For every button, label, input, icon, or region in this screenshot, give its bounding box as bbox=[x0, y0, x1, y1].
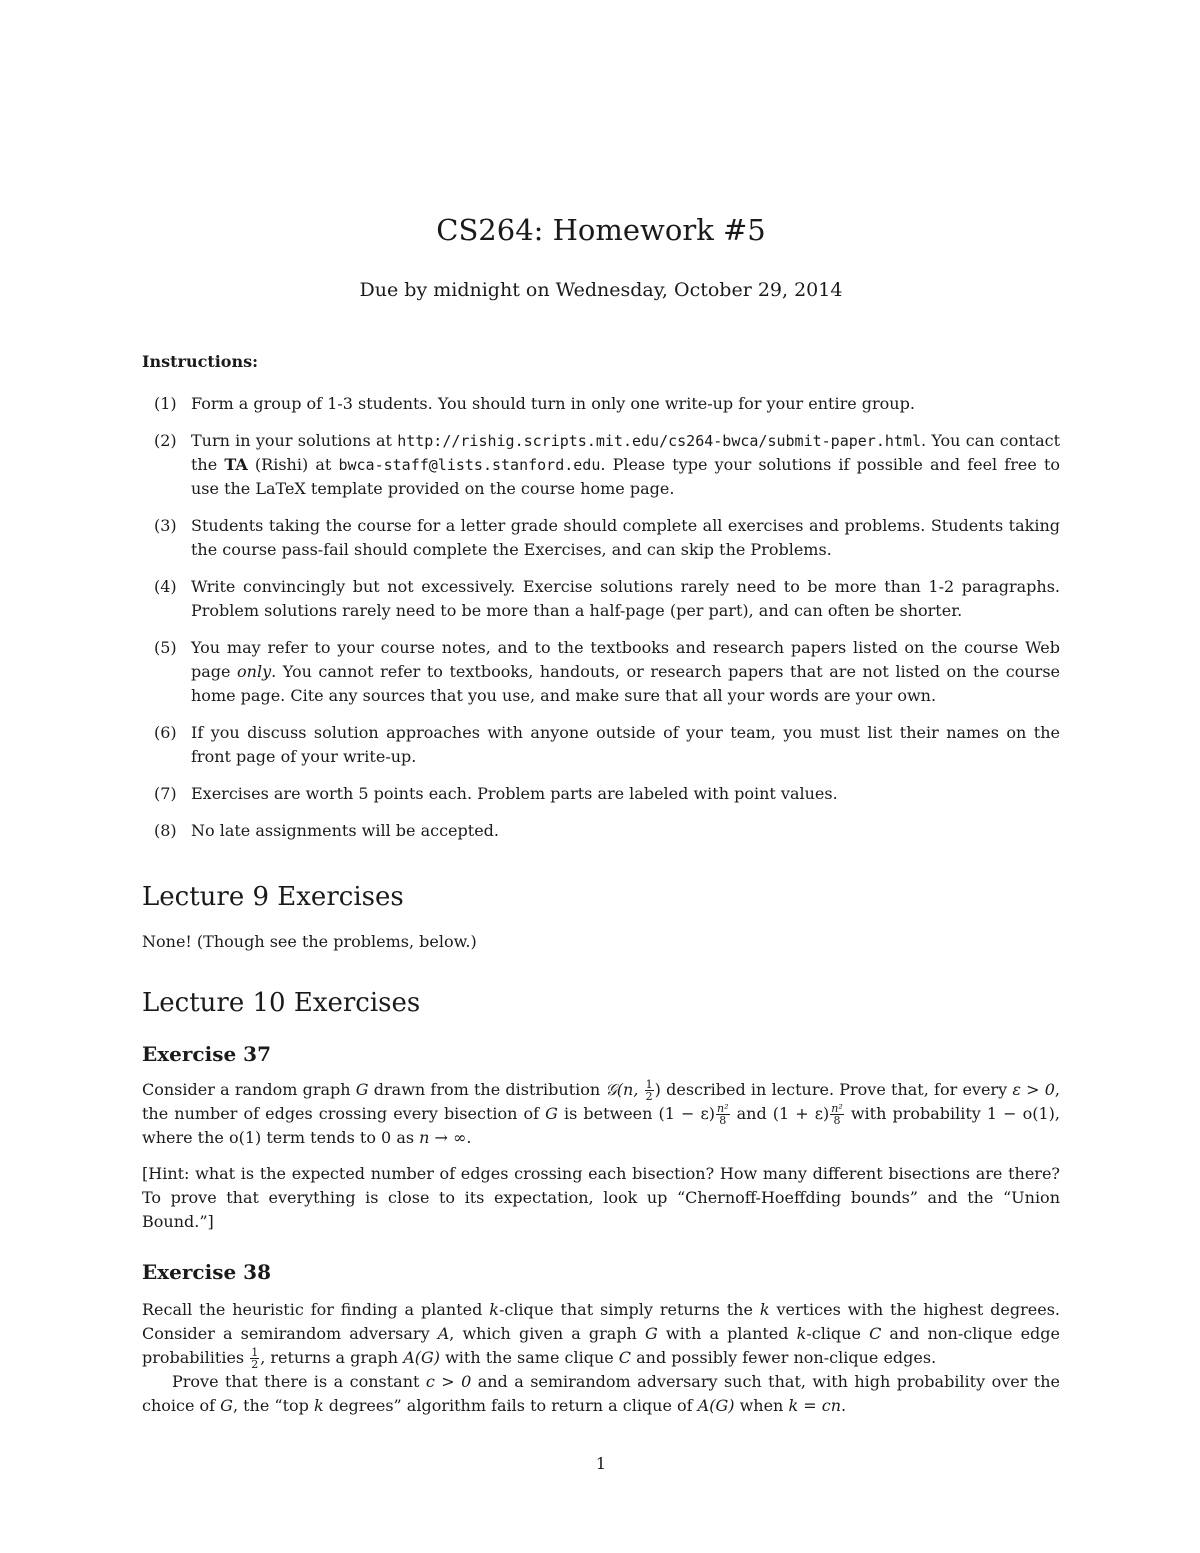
instruction-text: Exercises are worth 5 points each. Problem parts are labeled with point values. bbox=[191, 784, 838, 803]
instruction-number: (3) bbox=[154, 516, 177, 535]
math-expr: (1 + ε) bbox=[772, 1104, 830, 1123]
instruction-item bbox=[142, 514, 1060, 562]
text-run: vertices with the highest degrees. Consider a semirandom adversary bbox=[142, 1300, 1061, 1343]
text-run: and a semirandom adversary such that, with high probability over the choice of bbox=[142, 1372, 1060, 1415]
instruction-text: . You cannot refer to textbooks, handouts, or research papers that are not listed on the course home page. Cite any sources that you use, and make sure that all your words are your own. bbox=[191, 662, 1060, 705]
fraction-numerator: n² bbox=[717, 1102, 729, 1115]
instruction-text: Write convincingly but not excessively. Exercise solutions rarely need to be more than 1-2 paragraphs. Problem solutions rarely need to be more than a half-page (per part), and can often be shorter. bbox=[191, 577, 1060, 620]
math-expr: 𝒢(n, bbox=[605, 1080, 644, 1099]
math-var: G bbox=[545, 1104, 558, 1123]
fraction bbox=[645, 1079, 654, 1102]
fraction-denominator: 8 bbox=[719, 1114, 727, 1127]
instruction-text: Turn in your solutions at bbox=[191, 431, 398, 450]
text-run: , which given a graph bbox=[449, 1324, 645, 1343]
staff-email-link[interactable]: bwca-staff@lists.stanford.edu bbox=[338, 456, 601, 474]
ta-label: TA bbox=[224, 455, 248, 474]
text-run: and possibly fewer non-clique edges. bbox=[631, 1348, 937, 1367]
math-expr: ) bbox=[654, 1080, 661, 1099]
instruction-item bbox=[142, 721, 1060, 769]
text-run: . bbox=[466, 1128, 472, 1147]
due-date: Due by midnight on Wednesday, October 29, 2014 bbox=[359, 279, 843, 301]
math-var: A bbox=[437, 1324, 450, 1343]
math-var: G bbox=[355, 1080, 369, 1099]
math-expr: c > 0 bbox=[425, 1372, 472, 1391]
lecture10-heading: Lecture 10 Exercises bbox=[142, 988, 421, 1018]
instruction-item bbox=[142, 819, 1060, 843]
instructions-heading: Instructions: bbox=[142, 352, 259, 371]
text-run: with a planted bbox=[657, 1324, 797, 1343]
math-expr: k = cn bbox=[788, 1396, 841, 1415]
instruction-text: . You can contact the bbox=[191, 431, 1061, 474]
exercise37-heading: Exercise 37 bbox=[142, 1042, 271, 1066]
instruction-text: You may refer to your course notes, and to the textbooks and research papers listed on the course Web page bbox=[191, 638, 1060, 681]
text-run: and non-clique edge probabilities bbox=[142, 1324, 1061, 1367]
text-run: . bbox=[841, 1396, 847, 1415]
submit-url-link[interactable]: http://rishig.scripts.mit.edu/cs264-bwca/submit-paper.html bbox=[397, 432, 921, 450]
text-run: is between bbox=[557, 1104, 659, 1123]
math-var: G bbox=[220, 1396, 233, 1415]
text-run: -clique that simply returns the bbox=[498, 1300, 760, 1319]
instruction-number: (2) bbox=[154, 431, 177, 450]
instruction-number: (8) bbox=[154, 821, 177, 840]
page-number: 1 bbox=[595, 1454, 607, 1473]
fraction-numerator: n² bbox=[831, 1102, 843, 1115]
text-run: degrees” algorithm fails to return a clique of bbox=[323, 1396, 698, 1415]
math-expr: A(G) bbox=[403, 1348, 441, 1367]
math-var: k bbox=[796, 1324, 807, 1343]
exercise37-statement bbox=[142, 1078, 1060, 1150]
text-run: , the number of edges crossing every bisection of bbox=[142, 1080, 1060, 1123]
math-expr: (1 − ε) bbox=[658, 1104, 716, 1123]
exercise38-prove bbox=[142, 1370, 1060, 1418]
text-run: Recall the heuristic for finding a planted bbox=[142, 1300, 490, 1319]
instructions-list bbox=[142, 392, 1060, 856]
fraction-denominator: 2 bbox=[645, 1090, 653, 1103]
text-run: , returns a graph bbox=[260, 1348, 404, 1367]
instruction-number: (7) bbox=[154, 784, 177, 803]
instruction-text: If you discuss solution approaches with anyone outside of your team, you must list their names on the front page of your write-up. bbox=[191, 723, 1060, 766]
instruction-text: . Please type your solutions if possible and feel free to use the LaTeX template provided on the course home page. bbox=[191, 455, 1061, 498]
text-run: , where the bbox=[142, 1104, 1061, 1147]
instruction-item bbox=[142, 575, 1060, 623]
text-run: and bbox=[730, 1104, 773, 1123]
lecture9-text: None! (Though see the problems, below.) bbox=[142, 932, 477, 951]
instruction-item bbox=[142, 782, 1060, 806]
exercise38-statement bbox=[142, 1298, 1060, 1370]
math-expr: n → ∞ bbox=[419, 1128, 467, 1147]
instruction-text: (Rishi) at bbox=[247, 455, 339, 474]
text-run: with probability bbox=[844, 1104, 987, 1123]
math-var: C bbox=[618, 1348, 632, 1367]
document-title: CS264: Homework #5 bbox=[436, 213, 766, 247]
math-expr: o(1) bbox=[228, 1128, 262, 1147]
exercise38-heading: Exercise 38 bbox=[142, 1260, 271, 1284]
text-run: -clique bbox=[806, 1324, 870, 1343]
math-expr: ε > 0 bbox=[1012, 1080, 1055, 1099]
exercise37-hint: [Hint: what is the expected number of edges crossing each bisection? How many different bisections are there? To prove that everything is close to its expectation, look up “Chernoff-Hoeffding bounds” and the “Union Bound.”] bbox=[142, 1164, 1060, 1231]
lecture9-heading: Lecture 9 Exercises bbox=[142, 882, 404, 912]
text-run: , the “top bbox=[232, 1396, 314, 1415]
instruction-item bbox=[142, 636, 1060, 708]
text-run: Prove that there is a constant bbox=[172, 1372, 426, 1391]
math-expr: 1 − o(1) bbox=[986, 1104, 1055, 1123]
fraction bbox=[250, 1347, 259, 1370]
instruction-number: (5) bbox=[154, 638, 177, 657]
instruction-text: No late assignments will be accepted. bbox=[191, 821, 499, 840]
text-run: Consider a random graph bbox=[142, 1080, 356, 1099]
instruction-number: (4) bbox=[154, 577, 177, 596]
instruction-text: Students taking the course for a letter grade should complete all exercises and problems. Students taking the course pass-fail should complete the Exercises, and can skip the Problems. bbox=[191, 516, 1060, 559]
fraction-denominator: 2 bbox=[251, 1358, 259, 1371]
fraction bbox=[830, 1103, 844, 1126]
fraction-denominator: 8 bbox=[833, 1114, 841, 1127]
text-run: with the same clique bbox=[440, 1348, 619, 1367]
instruction-number: (1) bbox=[154, 394, 177, 413]
text-run: when bbox=[734, 1396, 789, 1415]
instruction-number: (6) bbox=[154, 723, 177, 742]
instruction-item bbox=[142, 429, 1060, 501]
fraction-numerator: 1 bbox=[645, 1078, 653, 1091]
text-run: described in lecture. Prove that, for every bbox=[660, 1080, 1013, 1099]
text-run: drawn from the distribution bbox=[368, 1080, 606, 1099]
math-var: C bbox=[869, 1324, 882, 1343]
math-var: k bbox=[759, 1300, 770, 1319]
emphasis-only: only bbox=[237, 662, 272, 681]
fraction-numerator: 1 bbox=[251, 1346, 259, 1359]
math-var: k bbox=[489, 1300, 499, 1319]
fraction bbox=[716, 1103, 730, 1126]
math-expr: A(G) bbox=[697, 1396, 735, 1415]
math-var: G bbox=[644, 1324, 658, 1343]
text-run: term tends to 0 as bbox=[261, 1128, 420, 1147]
instruction-item bbox=[142, 392, 1060, 416]
instruction-text: Form a group of 1-3 students. You should turn in only one write-up for your entire group. bbox=[191, 394, 915, 413]
math-var: k bbox=[313, 1396, 324, 1415]
